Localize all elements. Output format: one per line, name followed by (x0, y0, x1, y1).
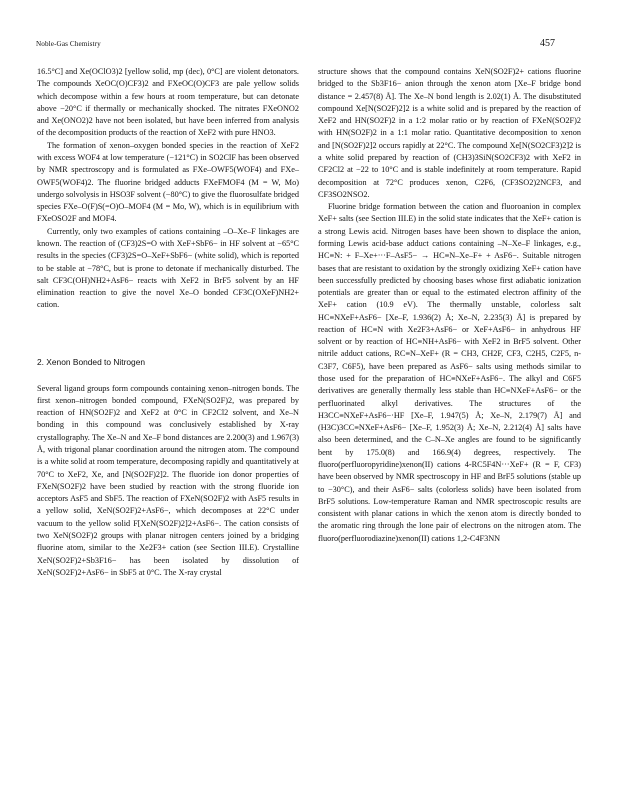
paragraph: Currently, only two examples of cations containing –O–Xe–F linkages are known. The reaction of (CF3)2S=O with XeF+SbF6− in HF solvent at −65°C results in the species (CF3)2S=O–XeF+SbF6− (white solid), which is reported to be stable at −78°C, but is prone to detonate if mechanically disturbed. The salt CF3C(OH)NH2+AsF6− reacts with XeF2 in BrF5 solvent by an HF elimination reaction to give the novel Xe–O bonded CF3C(OXeF)NH2+ cation. (37, 226, 299, 310)
page-number: 457 (540, 38, 555, 49)
running-head: Noble-Gas Chemistry (36, 40, 101, 48)
paragraph: Several ligand groups form compounds containing xenon–nitrogen bonds. The first xenon–nitrogen bonded compound, FXeN(SO2F)2, was prepared by reaction of HN(SO2F)2 and XeF2 at 0°C in CF2Cl2 solvent, and Xe–N bonding in this compound was conclusively established by X-ray crystallography. The Xe–N and Xe–F bond distances are 2.200(3) and 1.967(3) Å, with trigonal planar coordination around the nitrogen atom. The compound is a white solid at room temperature, decomposing rapidly and quantitatively at 70°C to XeF2, Xe, and [N(SO2F)2]2. The fluoride ion donor properties of FXeN(SO2F)2 have been studied by reaction with the strong fluoride ion acceptors AsF5 and SbF5. The reaction of FXeN(SO2F)2 with AsF5 results in a yellow solid, XeN(SO2F)2+AsF6−, which decomposes at 22°C under vacuum to the yellow solid F[XeN(SO2F)2]2+AsF6−. The cation consists of two XeN(SO2F)2 groups with planar nitrogen centers joined by a bridging fluorine atom, similar to the Xe2F3+ cation (see Section III.E). Crystalline XeN(SO2F)2+Sb3F16− has been isolated by dissolution of XeN(SO2F)2+AsF6− in SbF5 at 0°C. The X-ray crystal (37, 383, 299, 577)
right-column (318, 66, 581, 545)
section-heading: 2. Xenon Bonded to Nitrogen (37, 356, 146, 367)
paragraph: The formation of xenon–oxygen bonded species in the reaction of XeF2 with excess WOF4 at low temperature (−121°C) in SO2ClF has been observed by NMR spectroscopy and is formulated as FXe–OWF5(WOF4) and FXe–OWF5(WOF4)2. The fluorine bridged adducts FXeFMOF4 (M = W, Mo) undergo solvolysis in HSO3F solvent (−80°C) to give the fluorosulfate bridged species FXe–O(F)S(=O)O–MOF4 (M = Mo, W), which is in equilibrium with FXeOSO2F and MOF4. (37, 140, 299, 224)
left-column (37, 66, 299, 579)
paragraph: structure shows that the compound contains XeN(SO2F)2+ cations fluorine bridged to the Sb3F16− anion through the xenon atom [Xe–F bridge bond distance = 2.457(8) Å]. The Xe–N bond length is 2.02(1) Å. The disubstituted compound Xe[N(SO2F)2]2 is a white solid and is prepared by the reaction of XeF2 and HN(SO2F)2 in a 1:2 molar ratio or by reaction of FXeN(SO2F)2 with HN(SO2F)2 in a 1:1 molar ratio. Quantitative decomposition to xenon and [N(SO2F)2]2 occurs rapidly at 22°C. The compound Xe[N(SO2CF3)2]2 is a white solid prepared by reaction of (CH3)3SiN(SO2CF3)2 with XeF2 in CF2Cl2 at −22 to 10°C and is stable indefinitely at room temperature. Rapid decomposition at 72°C produces xenon, C2F6, (CF3SO2)2NCF3, and CF3SO2NSO2. (318, 67, 581, 199)
paragraph: 16.5°C] and Xe(OClO3)2 [yellow solid, mp (dec), 0°C] are violent detonators. The compounds XeOC(O)CF3)2 and FXeOC(O)CF3 are pale yellow solids which decompose within a few hours at room temperature, but can detonate above −20°C if thermally or mechanically shocked. The nitrates FXeONO2 and Xe(ONO2)2 have not been isolated, but have been inferred from analysis of the decomposition products of the reaction of XeF2 with pure HNO3. (37, 67, 299, 138)
paragraph: Fluorine bridge formation between the cation and fluoroanion in complex XeF+ salts (see Section III.E) in the solid state indicates that the XeF+ cation is a strong Lewis acid. Nitrogen bases have been shown to displace the anion, forming Lewis acid-base adduct cations containing –N–Xe–F linkages, e.g., HC≡N: + F–Xe+···F–AsF5− → HC≡N–Xe–F+ + AsF6−. Suitable nitrogen bases that are resistant to oxidation by the strongly oxidizing XeF+ cation have been successfully predicted by choosing bases whose first adiabatic ionization potentials are greater than or equal to the estimated electron affinity of the XeF+ cation (10.9 eV). The thermally unstable, colorless salt HC≡NXeF+AsF6− [Xe–F, 1.936(2) Å; Xe–N, 2.235(3) Å] is prepared by reaction of HC≡N with Xe2F3+AsF6− or XeF+AsF6− in anhydrous HF solvent or by reaction of HC≡NH+AsF6− with XeF2 in BrF5 solvent. Other nitrile adduct cations, RC≡N–XeF+ (R = CH3, CH2F, CF3, C2H5, C2F5, n-C3F7, C6F5), have been prepared as AsF6− salts using methods similar to those used for the preparation of HC≡NXeF+AsF6−. The alkyl and C6F5 derivatives are generally thermally less stable than HC≡NXeF+AsF6− or the perfluorinated alkyl derivatives. The structures of the H3CC≡NXeF+AsF6−·HF [Xe–F, 1.947(5) Å; Xe–N, 2.179(7) Å] and (H3C)3CC≡NXeF+AsF6− [Xe–F, 1.952(3) Å; Xe–N, 2.212(4) Å] salts have also been determined, and the C–N–Xe angles are found to be significantly bent by 175.0(8) and 166.9(4) degrees, respectively. The fluoro(perfluoropyridine)xenon(II) cations 4-RC5F4N···XeF+ (R = F, CF3) have been observed by NMR spectroscopy in HF and BrF5 solutions (stable up to −30°C), and their AsF6− salts (colorless solids) have been isolated from BrF5 solutions. Low-temperature Raman and NMR spectroscopic results are consistent with planar cations in which the xenon atom is directly bonded to the aromatic ring through the lone pair of electrons on the nitrogen atom. The fluoro(perfluorodiazine)xenon(II) cations 1,2-C4F3NN (318, 202, 581, 543)
